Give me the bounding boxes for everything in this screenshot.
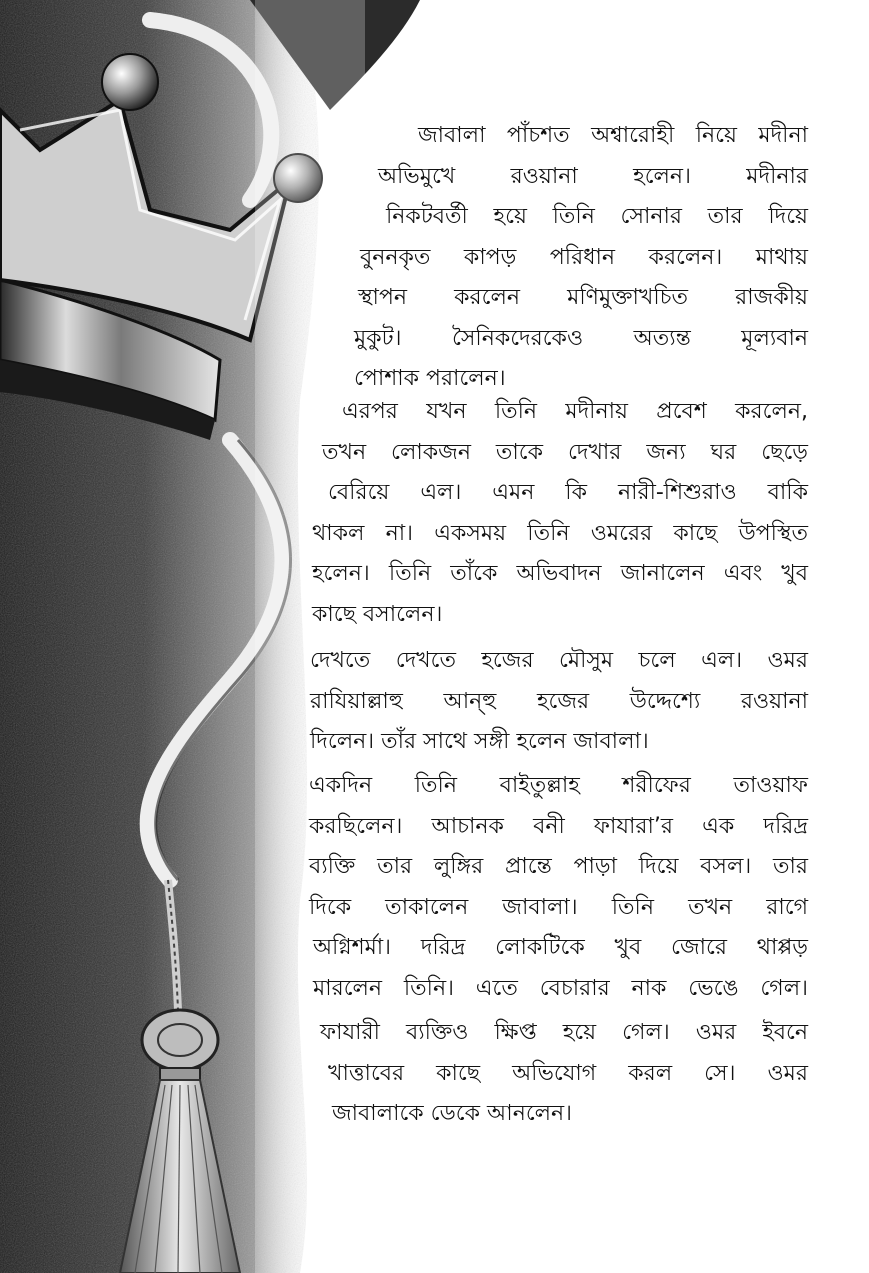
paragraph-3 — [310, 641, 808, 763]
tassel-knot — [142, 1010, 218, 1070]
text-line: থাকল না। একসময় তিনি ওমরের কাছে উপস্থিত — [312, 520, 808, 546]
text-line: করছিলেন। আচানক বনী ফাযারা’র এক দরিদ্র — [309, 813, 808, 839]
text-line: বুননকৃত কাপড় পরিধান করলেন। মাথায় — [360, 244, 808, 270]
paragraph-5 — [320, 1013, 808, 1135]
text-line: খাত্তাবের কাছে অভিযোগ করল সে। ওমর — [328, 1060, 808, 1086]
text-line: ফাযারী ব্যক্তিও ক্ষিপ্ত হয়ে গেল। ওমর ইবনে — [320, 1020, 808, 1045]
text-line: হলেন। তিনি তাঁকে অভিবাদন জানালেন এবং খুব — [312, 561, 808, 586]
text-line: বেরিয়ে এল। এমন কি নারী-শিশুরাও বাকি — [328, 480, 808, 505]
text-line: তখন লোকজন তাকে দেখার জন্য ঘর ছেড়ে — [322, 439, 808, 465]
paragraph-1 — [354, 116, 808, 400]
text-line: এরপর যখন তিনি মদীনায় প্রবেশ করলেন, — [342, 399, 808, 424]
text-line: জাবালা পাঁচশত অশ্বারোহী নিয়ে মদীনা — [418, 123, 808, 148]
text-line: ব্যক্তি তার লুঙ্গির প্রান্তে পাড়া দিয়ে বসল। তার — [309, 854, 808, 879]
text-line: রাযিয়াল্লাহু আন্হু হজের উদ্দেশ্যে রওয়ানা — [310, 688, 808, 714]
text-line: দিলেন। তাঁর সাথে সঙ্গী হলেন জাবালা। — [310, 729, 649, 754]
paragraph-2 — [312, 392, 808, 635]
crown-ball-left — [102, 54, 158, 110]
text-line: মুকুট। সৈনিকদেরকেও অত্যন্ত মূল্যবান — [354, 325, 808, 351]
text-line: অগ্নিশর্মা। দরিদ্র লোকটিকে খুব জোরে থাপ্পড় — [313, 935, 808, 960]
paragraph-4 — [309, 766, 808, 1009]
text-line: পোশাক পরালেন। — [354, 366, 506, 391]
text-line: দিকে তাকালেন জাবালা। তিনি তখন রাগে — [309, 894, 808, 920]
text-line: কাছে বসালেন। — [312, 601, 443, 627]
text-line: দেখতে দেখতে হজের মৌসুম চলে এল। ওমর — [310, 648, 808, 673]
text-line: জাবালাকে ডেকে আনলেন। — [332, 1101, 573, 1126]
text-line: মারলেন তিনি। এতে বেচারার নাক ভেঙে গেল। — [313, 975, 808, 1001]
text-line: স্থাপন করলেন মণিমুক্তাখচিত রাজকীয় — [358, 285, 808, 310]
text-line: নিকটবর্তী হয়ে তিনি সোনার তার দিয়ে — [386, 204, 808, 229]
text-line: একদিন তিনি বাইতুল্লাহ শরীফের তাওয়াফ — [309, 773, 808, 798]
text-line: অভিমুখে রওয়ানা হলেন। মদীনার — [378, 163, 808, 189]
